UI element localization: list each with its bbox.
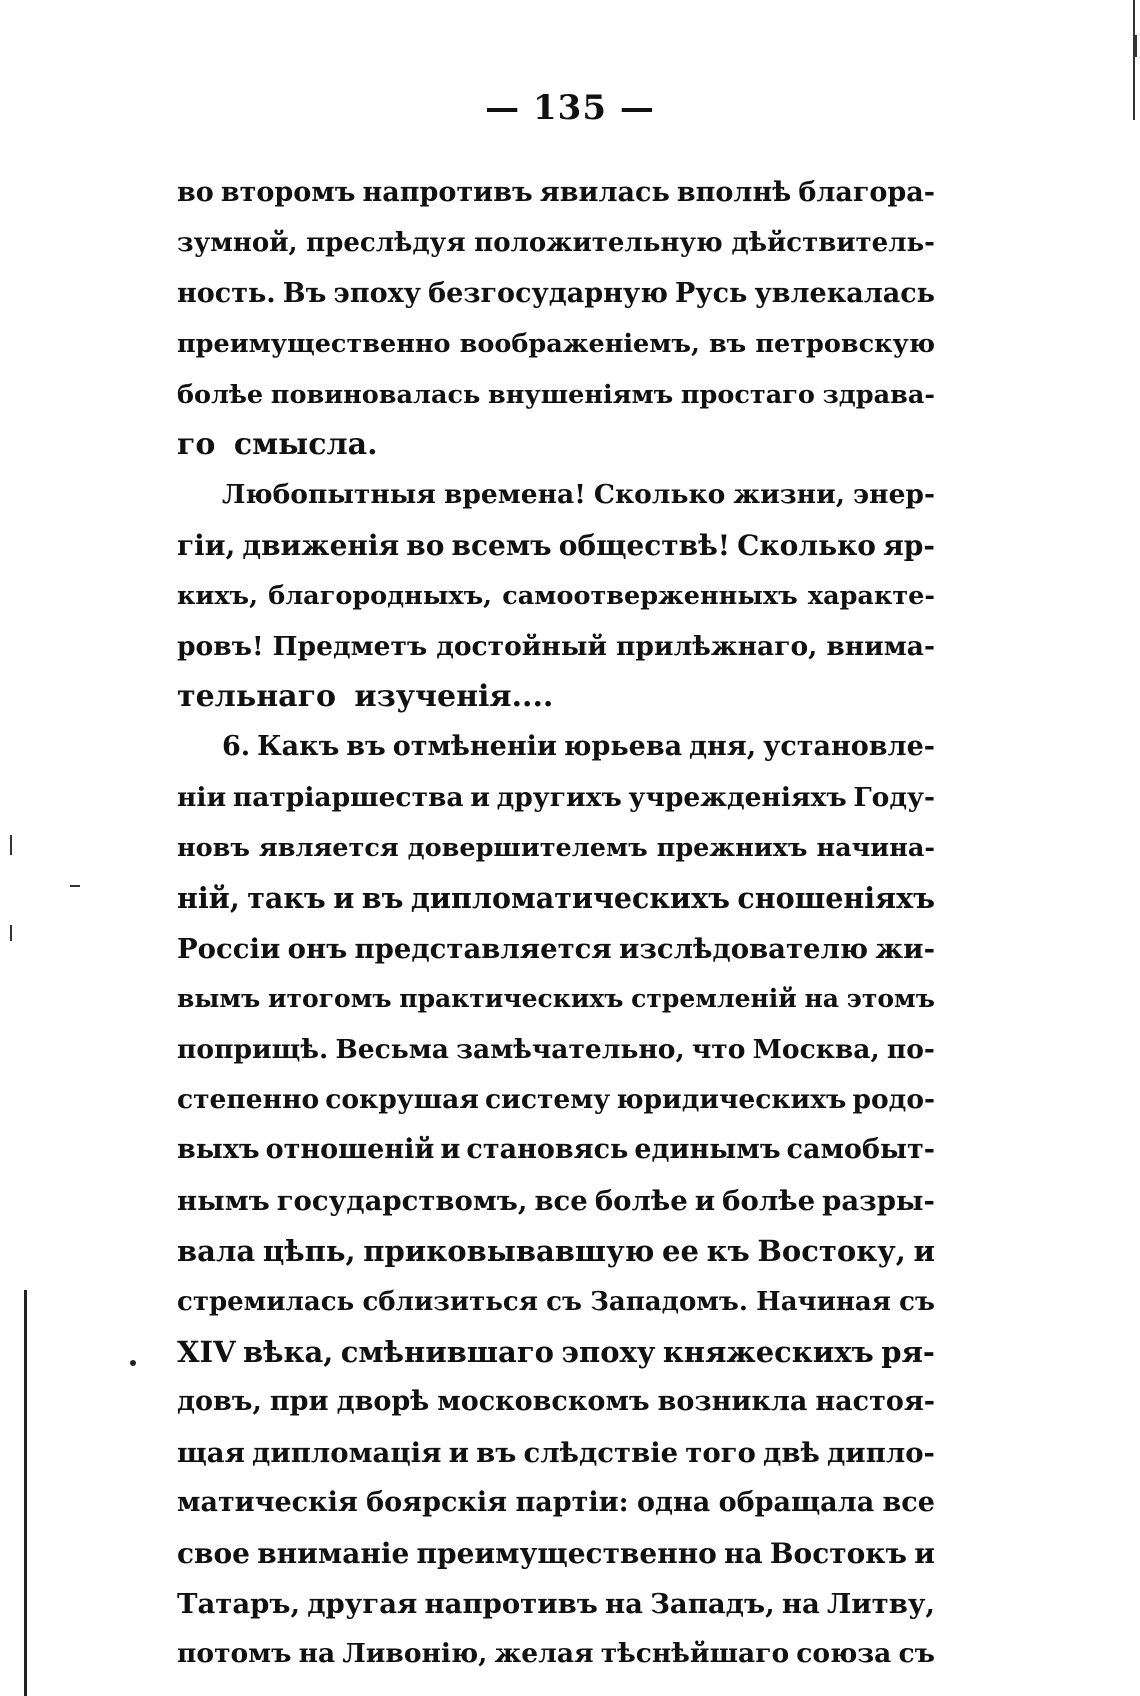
word: стремленій [631, 984, 797, 1014]
word: все [882, 1487, 935, 1519]
word: времена! [443, 479, 586, 511]
word: и [440, 1134, 461, 1166]
word: движенія [242, 528, 400, 562]
word: представляется [354, 932, 612, 965]
word: Москва, [752, 1033, 880, 1065]
word: Сколько [737, 528, 876, 562]
word: благородныхъ, [268, 581, 493, 612]
word: потомъ [177, 1638, 292, 1670]
word: благора- [798, 177, 935, 208]
word: на [604, 1587, 643, 1620]
word: другихъ [496, 781, 622, 813]
word: дипломатическихъ [410, 881, 730, 916]
word: Сколько [593, 479, 726, 511]
word: другая [307, 1587, 418, 1620]
word: самоотверженныхъ [502, 581, 798, 612]
word: онъ [287, 932, 348, 965]
text-line [177, 873, 935, 923]
word: на [298, 1638, 336, 1670]
word: боярскія [366, 1487, 508, 1519]
word: Востокъ [769, 1536, 907, 1570]
word: болѣе [594, 1184, 688, 1217]
word: на [804, 984, 839, 1014]
word: союза [796, 1638, 892, 1670]
word: увлекалась [754, 277, 935, 309]
word: Въ [282, 277, 327, 309]
word: одна [636, 1487, 711, 1519]
word: болѣе [722, 1184, 816, 1217]
text-line [177, 1428, 935, 1478]
word: родо- [852, 1084, 935, 1116]
word: Западъ, [650, 1587, 775, 1620]
word: княжескихъ [662, 1334, 874, 1369]
word: патріаршества [232, 781, 464, 813]
word: во [177, 177, 214, 208]
word: кихъ, [177, 581, 258, 612]
word: степенно [177, 1084, 320, 1116]
text-line [177, 773, 935, 823]
text-line: го смысла. [177, 426, 378, 462]
word: съ [546, 1286, 582, 1317]
word: государствомъ, [276, 1184, 528, 1217]
paragraph-start-line [177, 722, 935, 772]
word: напротивъ [362, 177, 533, 208]
word: тѣснѣйшаго [600, 1638, 790, 1670]
text-line [177, 1176, 935, 1226]
word: сокрушая [325, 1084, 479, 1116]
word: итогомъ [268, 984, 392, 1014]
text-line [177, 1277, 935, 1327]
word: эпоху [333, 277, 421, 309]
body-text [177, 168, 935, 1680]
word: что [691, 1033, 746, 1065]
word: Востоку, [757, 1234, 906, 1269]
word: дипло- [826, 1436, 935, 1469]
text-line [177, 924, 935, 974]
word: достойный [436, 630, 608, 662]
word: къ [706, 1234, 750, 1269]
text-line [177, 1226, 935, 1276]
word: вниманіе [257, 1536, 410, 1570]
word: вполнѣ [676, 177, 792, 208]
word: сношеніяхъ [737, 881, 935, 916]
text-line [177, 1327, 935, 1377]
word: стремилась [177, 1286, 355, 1317]
word: внима- [826, 630, 935, 662]
text-line [177, 1478, 935, 1528]
word: второмъ [220, 177, 356, 208]
word: этомъ [846, 984, 935, 1014]
word: простаго [680, 379, 815, 410]
scan-speck [130, 1360, 136, 1366]
word: щая [177, 1436, 245, 1469]
word: явилась [539, 177, 670, 208]
word: московскомъ [437, 1386, 650, 1418]
text-line [177, 168, 935, 218]
text-line [177, 1377, 935, 1427]
word: характе- [807, 581, 935, 612]
word: настоя- [815, 1386, 935, 1418]
word: яр- [883, 528, 935, 562]
word: Литву, [826, 1587, 935, 1620]
word: въ [361, 881, 404, 916]
word: ровъ! [177, 630, 264, 662]
word: повиновалась [270, 379, 481, 410]
word: матическія [177, 1487, 358, 1519]
word: напротивъ [424, 1587, 598, 1620]
text-line: тельнаго изученія.... [177, 678, 554, 714]
text-line [177, 1075, 935, 1125]
word: и [448, 1436, 469, 1469]
word: Татаръ, [177, 1587, 301, 1620]
word: вѣка, [242, 1334, 334, 1369]
word: болѣе [177, 379, 264, 410]
word: Западомъ. [590, 1286, 748, 1317]
scan-speck [10, 925, 12, 941]
word: отношеній [265, 1134, 435, 1166]
word: начина- [816, 833, 935, 864]
word: систему [485, 1084, 611, 1116]
word: вала [177, 1234, 256, 1269]
text-line [177, 622, 935, 672]
text-line [177, 370, 935, 420]
word: изслѣдователю [618, 932, 869, 965]
word: въ [476, 1436, 517, 1469]
paragraph-start-line [177, 470, 935, 520]
text-line [177, 1125, 935, 1175]
word: такъ [247, 881, 326, 916]
word: преимущественно [416, 1536, 717, 1570]
scan-speck [70, 885, 80, 887]
word: XIV [177, 1334, 236, 1369]
word: ее [662, 1234, 699, 1269]
text-line [177, 269, 935, 319]
word: цѣпь, [262, 1234, 356, 1269]
word: единымъ [634, 1134, 781, 1166]
word: возникла [657, 1386, 808, 1418]
word: довершителемъ [407, 833, 648, 864]
word: Россіи [177, 932, 281, 965]
page-number: — 135 — [485, 88, 655, 128]
word: практическихъ [399, 984, 624, 1014]
scan-edge-line [1133, 0, 1135, 120]
word: новъ [177, 833, 250, 864]
word: жизни, [733, 479, 845, 511]
word: дипломація [252, 1436, 442, 1469]
word: во [406, 528, 445, 562]
word: свое [177, 1536, 250, 1570]
word: поприщѣ. [177, 1033, 329, 1065]
word: Ливонію, [342, 1638, 488, 1670]
text-line [177, 823, 935, 873]
word: нымъ [177, 1184, 270, 1217]
word: Любопытныя [222, 479, 436, 511]
word: жи- [875, 932, 935, 965]
word: петровскую [755, 329, 935, 360]
word: обществѣ! [558, 528, 731, 562]
word: сблизиться [362, 1286, 538, 1317]
scan-edge-line [24, 1290, 27, 1696]
word: все [534, 1184, 588, 1217]
word: 6. [222, 731, 251, 763]
word: здрава- [822, 379, 935, 410]
text-line [177, 218, 935, 268]
text-line [177, 1629, 935, 1679]
word: становясь [466, 1134, 629, 1166]
word: желая [494, 1638, 594, 1670]
word: Весьма [335, 1033, 449, 1065]
word: замѣчательно, [456, 1033, 685, 1065]
word: слѣдствіе [523, 1436, 679, 1469]
word: установле- [763, 731, 935, 763]
word: и [913, 1234, 935, 1269]
word: ность. [177, 277, 276, 309]
word: безгосударную [428, 277, 668, 309]
word: съ [898, 1638, 935, 1670]
word: преимущественно [177, 329, 451, 360]
word: Году- [853, 781, 935, 813]
word: дѣйствитель- [731, 228, 935, 259]
text-line [177, 1579, 935, 1629]
word: гіи, [177, 528, 236, 562]
word: всемъ [451, 528, 552, 562]
word: энер- [853, 479, 935, 511]
word: Русь [674, 277, 748, 309]
word: зумной, [177, 228, 298, 259]
word: при [269, 1386, 329, 1418]
word: Начиная [756, 1286, 891, 1317]
word: обращала [718, 1487, 875, 1519]
word: въ [346, 731, 386, 763]
word: положительную [474, 228, 723, 259]
word: учрежденіяхъ [628, 781, 847, 813]
word: довъ, [177, 1386, 262, 1418]
word: ря- [881, 1334, 935, 1369]
word: Какъ [257, 731, 340, 763]
text-line [177, 1025, 935, 1075]
word: преслѣдуя [306, 228, 466, 259]
text-line [177, 974, 935, 1024]
text-line [177, 1529, 935, 1579]
word: и [914, 1536, 935, 1570]
text-line [177, 521, 935, 571]
word: дворѣ [336, 1386, 430, 1418]
word: эпоху [561, 1334, 656, 1369]
word: партіи: [515, 1487, 629, 1519]
word: юрьева [563, 731, 683, 763]
text-line [177, 319, 935, 369]
scan-speck [10, 835, 12, 855]
word: разры- [822, 1184, 935, 1217]
word: въ [708, 329, 747, 360]
word: дня, [689, 731, 757, 763]
word: двѣ [763, 1436, 820, 1469]
word: отмѣненіи [392, 731, 557, 763]
scan-speck [1135, 35, 1137, 57]
word: является [258, 833, 399, 864]
word: приковывавшую [363, 1234, 655, 1269]
word: выхъ [177, 1134, 260, 1166]
word: смѣнившаго [340, 1334, 554, 1369]
word: того [685, 1436, 756, 1469]
word: прилѣжнаго, [616, 630, 818, 662]
word: по- [886, 1033, 935, 1065]
word: внушеніямъ [488, 379, 674, 410]
word: ніи [177, 781, 227, 813]
word: ній, [177, 881, 240, 916]
word: съ [899, 1286, 935, 1317]
word: воображеніемъ, [459, 329, 700, 360]
word: и [694, 1184, 716, 1217]
word: на [781, 1587, 820, 1620]
text-line [177, 571, 935, 621]
word: и [333, 881, 355, 916]
word: самобыт- [786, 1134, 935, 1166]
word: Предметъ [272, 630, 428, 662]
word: на [724, 1536, 763, 1570]
word: вымъ [177, 984, 261, 1014]
word: прежнихъ [656, 833, 808, 864]
word: юридическихъ [616, 1084, 847, 1116]
word: и [470, 781, 490, 813]
